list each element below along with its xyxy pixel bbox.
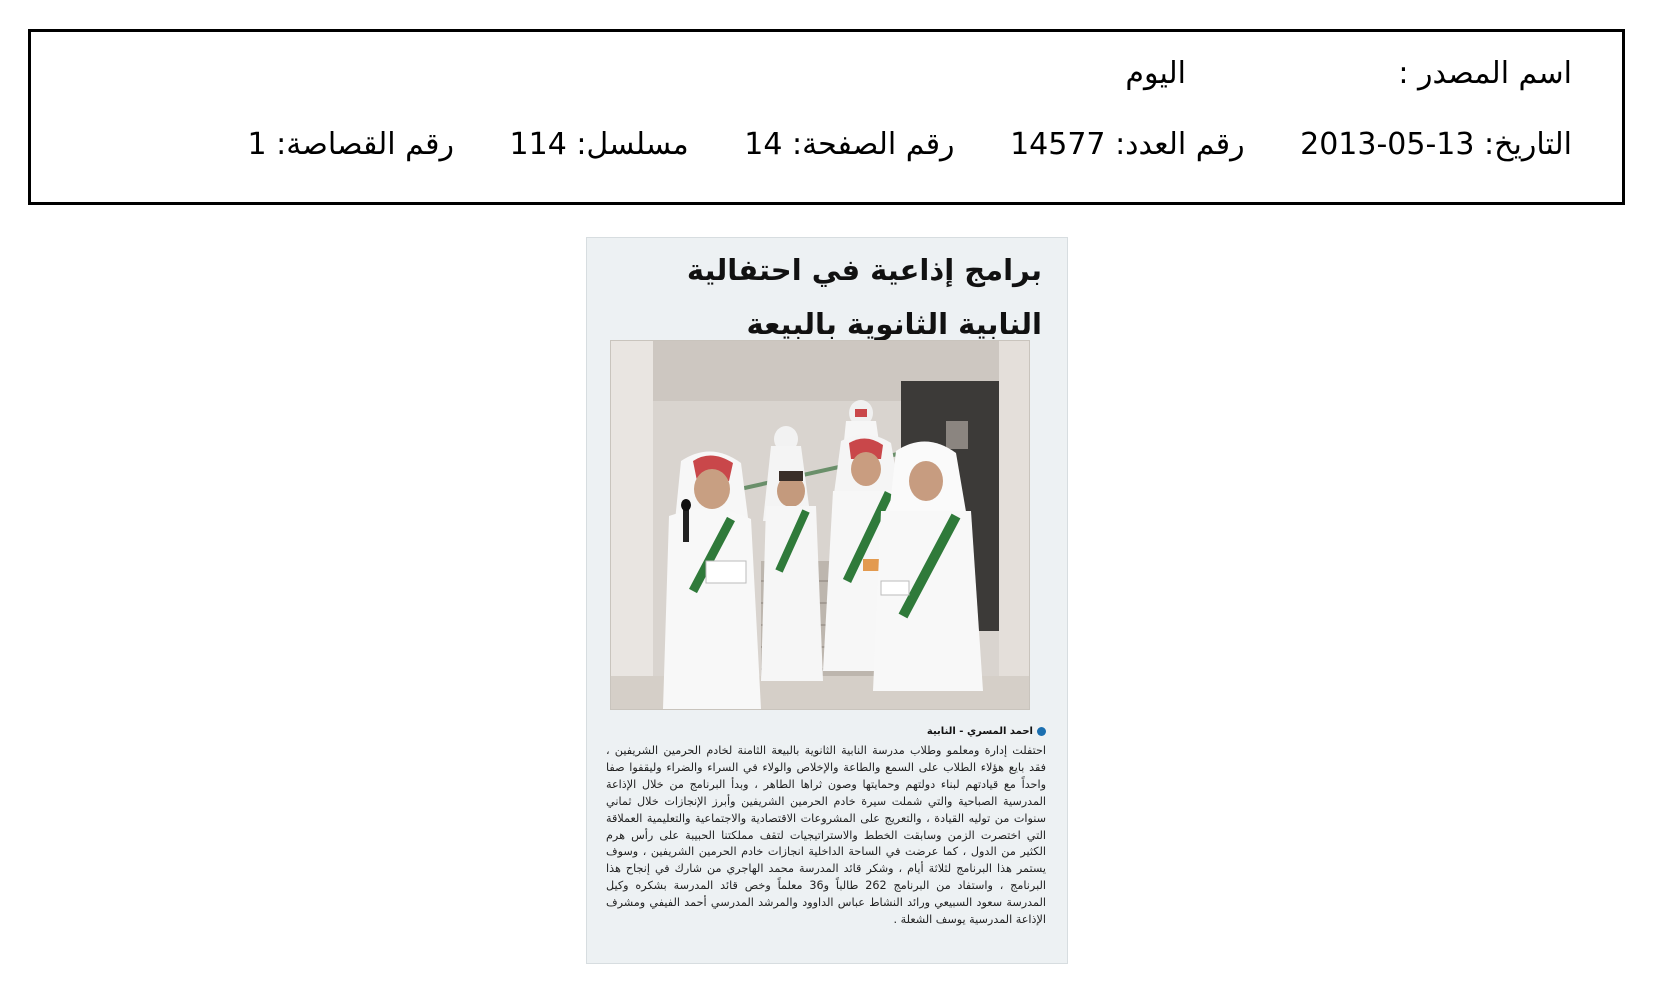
- serial-value: 114: [509, 127, 567, 162]
- date-value: 2013-05-13: [1300, 127, 1475, 162]
- article-headline: برامج إذاعية في احتفالية النابية الثانوية بالبيعة: [686, 253, 1042, 341]
- serial-label: مسلسل:: [576, 127, 689, 162]
- details-line: [202, 127, 1572, 162]
- serial-field: [510, 127, 689, 162]
- clip-label: رقم القصاصة:: [276, 127, 454, 162]
- issue-field: [1010, 127, 1244, 162]
- page-label: رقم الصفحة:: [791, 127, 955, 162]
- photo-illustration: [611, 341, 1029, 709]
- source-line: [1079, 56, 1572, 91]
- issue-label: رقم العدد:: [1115, 127, 1245, 162]
- article-body: احتفلت إدارة ومعلمو وطلاب مدرسة النابية الثانوية بالبيعة الثامنة لخادم الحرمين الشريفين ، فقد بايع هؤلاء الطلاب على السمع والطاعة والإخلاص والولاء في السراء والضراء وليقفوا صفا واحداً مع قيادتهم لبناء دولتهم وحمايتها وصون ثراها الطاهر ، وبدأ البرنامج من خلال الإذاعة المدرسية الصباحية والتي شملت سيرة خادم الحرمين الشريفين وأبرز الإنجازات خلال ثماني سنوات من توليه القيادة ، والتعريج على المشروعات الاقتصادية والاجتماعية والتعليمية العملاقة التي اختصرت الزمن وسابقت الخطط والاستراتيجيات لتقف مملكتنا الحبيبة على رأس هرم الكثير من الدول ، كما عرضت في الساحة الداخلية انجازات خادم الحرمين الشريفين ، وسوف يستمر هذا البرنامج لثلاثة أيام ، وشكر قائد المدرسة محمد الهاجري من شارك في إنجاح هذا البرنامج ، واستفاد من البرنامج 262 طالباً و36 معلماً وخص قائد المدرسة بشكره وكيل المدرسة سعود السبيعي ورائد النشاط عباس الداوود والمرشد المدرسي أحمد الفيفي ومشرف الإذاعة المدرسية يوسف الشعلة .: [606, 744, 1046, 927]
- page-field: [744, 127, 954, 162]
- source-label: اسم المصدر :: [1398, 56, 1572, 91]
- source-value: اليوم: [1125, 56, 1186, 91]
- article-photo: [610, 340, 1030, 710]
- issue-value: 14577: [1010, 127, 1106, 162]
- date-field: [1300, 127, 1572, 162]
- newspaper-clipping: [586, 237, 1068, 964]
- source-metadata-box: [28, 29, 1625, 205]
- byline-text: احمد المسري - النابية: [926, 726, 1033, 737]
- clip-field: [248, 127, 454, 162]
- date-label: التاريخ:: [1484, 127, 1572, 162]
- page-value: 14: [744, 127, 783, 162]
- clip-value: 1: [247, 127, 267, 162]
- byline-bullet-icon: [1037, 727, 1046, 736]
- article-byline: [927, 726, 1046, 737]
